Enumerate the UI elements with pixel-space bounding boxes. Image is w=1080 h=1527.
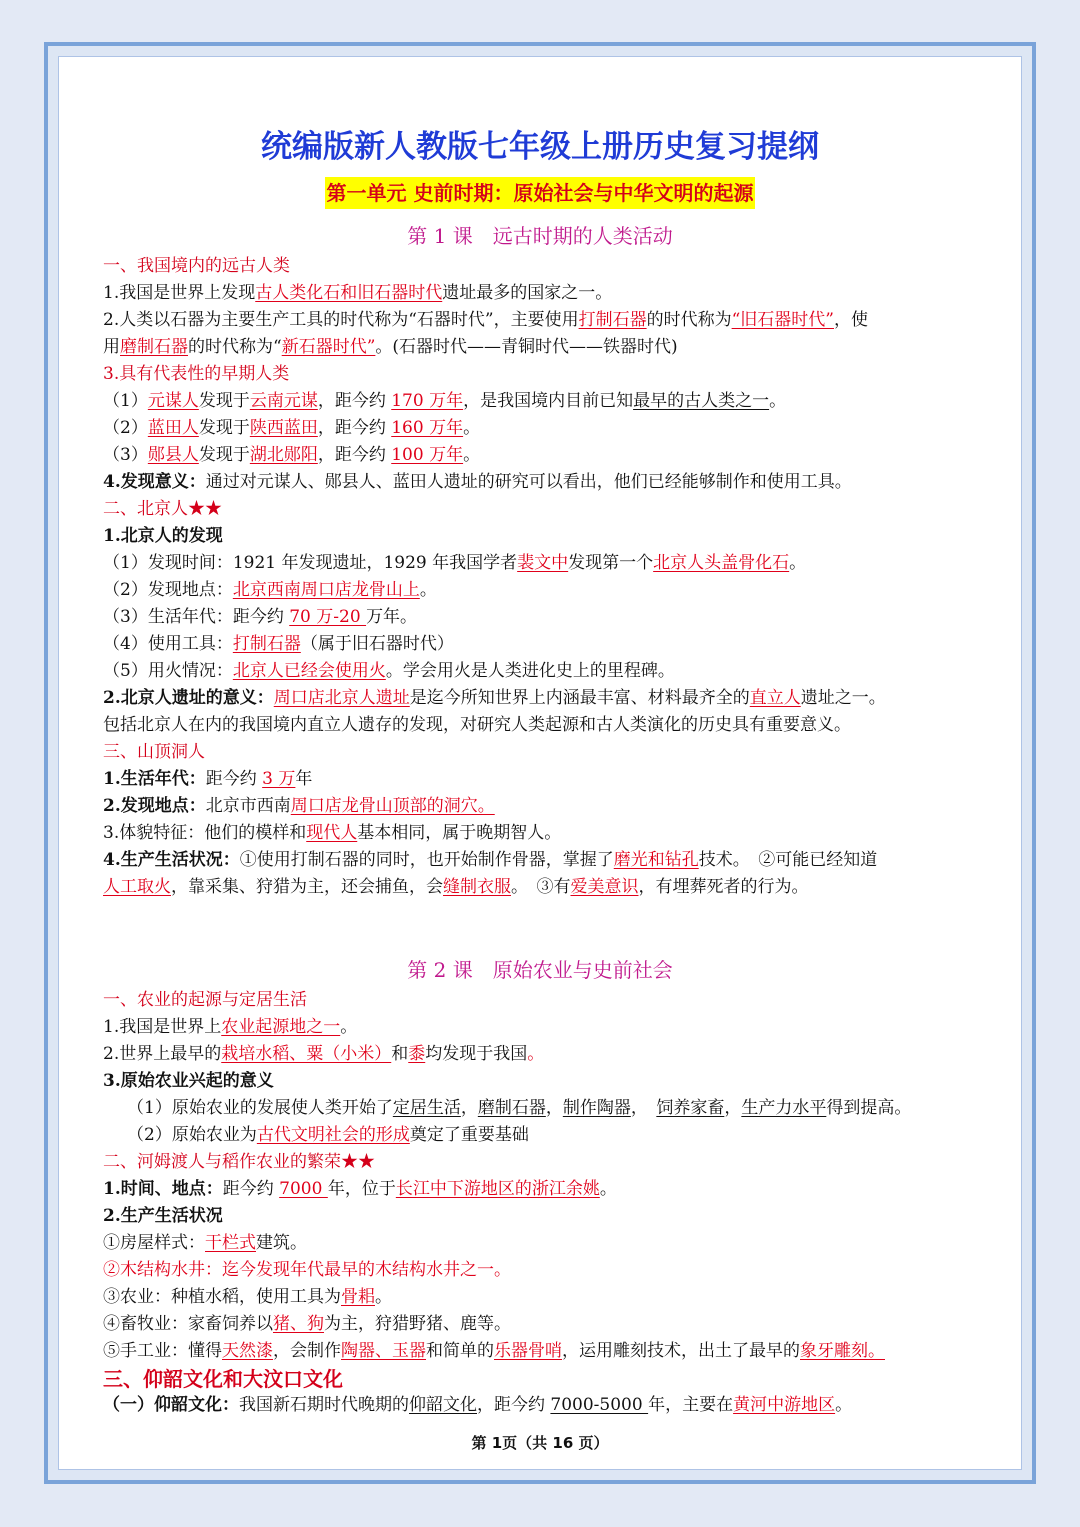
upper-cave-place: 2.发现地点：北京市西南周口店龙骨山顶部的洞穴。 [103, 796, 495, 816]
upper-cave-life-cont: 人工取火，靠采集、狩猎为主，还会捕鱼，会缝制衣服。 ③有爱美意识，有埋葬死者的行为。 [103, 877, 809, 897]
key-term: 古人类化石和旧石器时代 [255, 283, 443, 303]
yunxian-line: （3）郧县人发现于湖北郧阳，距今约 100 万年。 [103, 445, 481, 465]
hemudu-well: ②木结构水井：迄今发现年代最早的木结构水井之一。 [103, 1260, 511, 1280]
unit-heading-row [59, 177, 1021, 209]
star-rating: ★★ [188, 499, 222, 519]
l1-section-1-heading: 一、我国境内的远古人类 [103, 256, 290, 276]
star-rating: ★★ [341, 1152, 375, 1172]
l1-s1-line-3: 用磨制石器的时代称为“新石器时代”。(石器时代——青铜时代——铁器时代) [103, 337, 678, 357]
hemudu-agriculture: ③农业：种植水稻，使用工具为骨耜。 [103, 1287, 392, 1307]
l2-section-1-heading: 一、农业的起源与定居生活 [103, 990, 307, 1010]
unit-heading: 第一单元 史前时期：原始社会与中华文明的起源 [325, 177, 756, 209]
lesson-2-title: 第 2 课 原始农业与史前社会 [407, 958, 673, 982]
upper-cave-life: 4.生产生活状况：①使用打制石器的同时，也开始制作骨器，掌握了磨光和钻孔技术。 ②可能已经知道 [103, 850, 878, 870]
yuanmou-line: （1）元谋人发现于云南元谋，距今约 170 万年，是我国境内目前已知最早的古人类之一。 [103, 391, 787, 411]
hemudu-handicraft: ⑤手工业：懂得天然漆，会制作陶器、玉器和简单的乐器骨哨，运用雕刻技术，出土了最早的象牙雕刻。 [103, 1341, 885, 1361]
l2-s1-line-1: 1.我国是世界上农业起源地之一。 [103, 1017, 358, 1037]
key-term: 打制石器 [578, 310, 647, 330]
lantian-line: （2）蓝田人发现于陕西蓝田，距今约 160 万年。 [103, 418, 481, 438]
hemudu-husbandry: ④畜牧业：家畜饲养以猪、狗为主，狩猎野猪、鹿等。 [103, 1314, 511, 1334]
key-term: “旧石器时代” [731, 310, 834, 330]
lesson-1-title: 第 1 课 远古时期的人类活动 [407, 224, 673, 248]
agriculture-significance-2: （2）原始农业为古代文明社会的形成奠定了重要基础 [127, 1125, 529, 1145]
hemudu-housing: ①房屋样式：干栏式建筑。 [103, 1233, 307, 1253]
peking-fire: （5）用火情况：北京人已经会使用火。学会用火是人类进化史上的里程碑。 [103, 661, 675, 681]
upper-cave-appearance: 3.体貌特征：他们的模样和现代人基本相同，属于晚期智人。 [103, 823, 562, 843]
l2-s1-line-2: 2.世界上最早的栽培水稻、粟（小米）和黍均发现于我国。 [103, 1044, 545, 1064]
peking-significance-cont: 包括北京人在内的我国境内直立人遗存的发现，对研究人类起源和古人类演化的历史具有重要意义。 [103, 715, 851, 735]
l1-s1-line-1: 1.我国是世界上发现古人类化石和旧石器时代遗址最多的国家之一。 [103, 283, 613, 303]
page-frame [44, 42, 1036, 1484]
l1-s1-line-4: 4.发现意义：通过对元谋人、郧县人、蓝田人遗址的研究可以看出，他们已经能够制作和使用工具。 [103, 472, 852, 492]
key-term: 磨制石器 [120, 337, 188, 357]
l1-s1-line-2: 2.人类以石器为主要生产工具的时代称为“石器时代”，主要使用打制石器的时代称为“旧石器时代”，使 [103, 310, 868, 330]
agriculture-significance-1: （1）原始农业的发展使人类开始了定居生活，磨制石器，制作陶器， 饲养家畜，生产力水平得到提高。 [127, 1098, 912, 1118]
l2-s2-subheading-2: 2.生产生活状况 [103, 1206, 223, 1226]
l1-section-3-heading: 三、山顶洞人 [103, 742, 205, 762]
peking-era: （3）生活年代：距今约 70 万-20 万年。 [103, 607, 418, 627]
document-title: 统编版新人教版七年级上册历史复习提纲 [261, 129, 819, 165]
l2-section-3-heading: 三、仰韶文化和大汶口文化 [103, 1367, 343, 1391]
peking-tools: （4）使用工具：打制石器（属于旧石器时代） [103, 634, 454, 654]
peking-discovery-place: （2）发现地点：北京西南周口店龙骨山上。 [103, 580, 437, 600]
l1-s1-subheading-3: 3.具有代表性的早期人类 [103, 364, 290, 384]
page-footer: 第 1页（共 16 页） [471, 1434, 609, 1452]
l2-section-2-heading: 二、河姆渡人与稻作农业的繁荣★★ [103, 1152, 375, 1172]
document-page [58, 56, 1022, 1470]
peking-significance: 2.北京人遗址的意义：周口店北京人遗址是迄今所知世界上内涵最丰富、材料最齐全的直立人遗址之一。 [103, 688, 886, 708]
yangshao-line: （一）仰韶文化：我国新石期时代晚期的仰韶文化，距今约 7000-5000 年，主要在黄河中游地区。 [103, 1395, 853, 1415]
key-term: 新石器时代” [281, 337, 376, 357]
l2-s1-subheading-3: 3.原始农业兴起的意义 [103, 1071, 274, 1091]
hemudu-time-place: 1.时间、地点：距今约 7000 年，位于长江中下游地区的浙江余姚。 [103, 1179, 617, 1199]
l1-section-2-heading: 二、北京人★★ [103, 499, 222, 519]
peking-discovery-time: （1）发现时间：1921 年发现遗址，1929 年我国学者裴文中发现第一个北京人头盖骨化石。 [103, 553, 807, 573]
l1-s2-subheading-1: 1.北京人的发现 [103, 526, 223, 546]
upper-cave-era: 1.生活年代：距今约 3 万年 [103, 769, 313, 789]
